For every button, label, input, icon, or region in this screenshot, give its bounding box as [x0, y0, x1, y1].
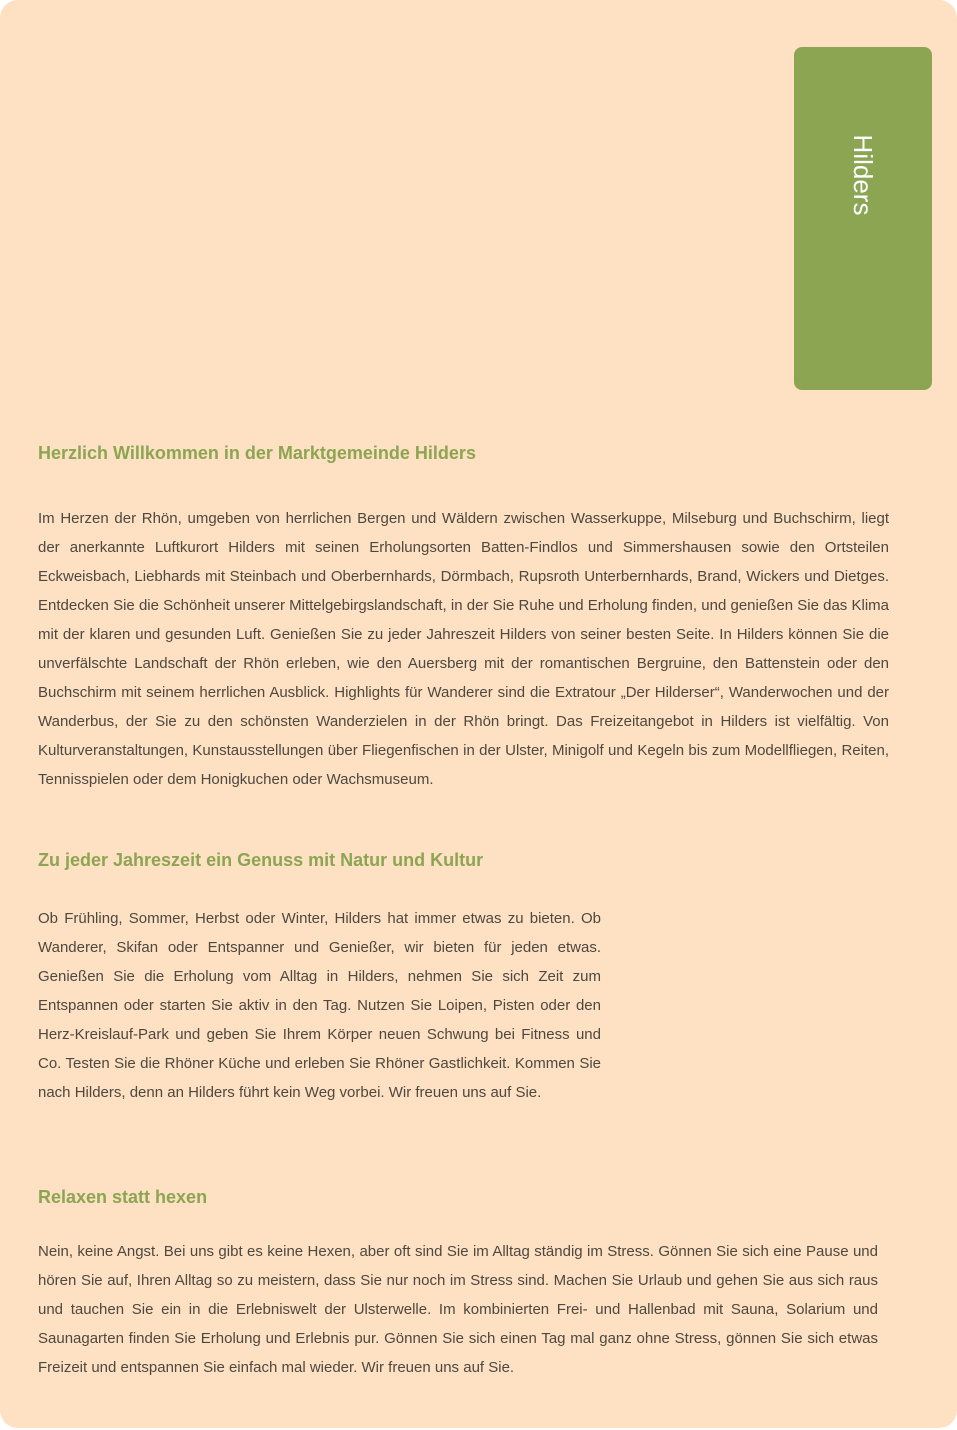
welcome-heading: Herzlich Willkommen in der Marktgemeinde Hilders — [38, 443, 476, 463]
welcome-paragraph: Im Herzen der Rhön, umgeben von herrlichen Bergen und Wäldern zwischen Wasserkuppe, Milseburg und Buchschirm, liegt der anerkannte Luftkurort Hilders mit seinen Erholungsorten Batten-Findlos und Simmershausen sowie den Ortsteilen Eckweisbach, Liebhards mit Steinbach und Oberbernhards, Dörmbach, Rupsroth Unterbernhards, Brand, Wickers und Dietges. Entdecken Sie die Schönheit unserer Mittelgebirgslandschaft, in der Sie Ruhe und Erholung finden, und genießen Sie das Klima mit der klaren und gesunden Luft. Genießen Sie zu jeder Jahreszeit Hilders von seiner besten Seite. In Hilders können Sie die unverfälschte Landschaft der Rhön erleben, wie den Auersberg mit der romantischen Bergruine, den Battenstein oder den Buchschirm mit seinem herrlichen Ausblick. Highlights für Wanderer sind die Extratour „Der Hilderser“, Wanderwochen und der Wanderbus, der Sie zu den schönsten Wanderzielen in der Rhön bringt. Das Freizeitangebot in Hilders ist vielfältig. Von Kulturveranstaltungen, Kunstausstellungen über Fliegenfischen in der Ulster, Minigolf und Kegeln bis zum Modellfliegen, Reiten, Tennisspielen oder dem Honigkuchen oder Wachsmuseum. — [38, 510, 889, 788]
relax-paragraph: Nein, keine Angst. Bei uns gibt es keine Hexen, aber oft sind Sie im Alltag ständig im Stress. Gönnen Sie sich eine Pause und hören Sie auf, Ihren Alltag so zu meistern, dass Sie nur noch im Stress sind. Machen Sie Urlaub und gehen Sie aus sich raus und tauchen Sie ein in die Erlebniswelt der Ulsterwelle. Im kombinierten Frei- und Hallenbad mit Sauna, Solarium und Saunagarten finden Sie Erholung und Erlebnis pur. Gönnen Sie sich einen Tag mal ganz ohne Stress, gönnen Sie sich etwas Freizeit und entspannen Sie einfach mal wieder. Wir freuen uns auf Sie. — [38, 1243, 878, 1376]
relax-heading: Relaxen statt hexen — [38, 1187, 208, 1207]
seasons-paragraph: Ob Frühling, Sommer, Herbst oder Winter, Hilders hat immer etwas zu bieten. Ob Wanderer, Skifan oder Entspanner und Genießer, wir bieten für jeden etwas. Genießen Sie die Erholung vom Alltag in Hilders, nehmen Sie sich Zeit zum Entspannen oder starten Sie aktiv in den Tag. Nutzen Sie Loipen, Pisten oder den Herz-Kreislauf-Park und geben Sie Ihrem Körper neuen Schwung bei Fitness und Co. Testen Sie die Rhöner Küche und erleben Sie Rhöner Gastlichkeit. Kommen Sie nach Hilders, denn an Hilders führt kein Weg vorbei. Wir freuen uns auf Sie. — [38, 910, 601, 1101]
side-tab-label: Hilders — [848, 134, 878, 216]
seasons-heading: Zu jeder Jahreszeit ein Genuss mit Natur und Kultur — [38, 850, 484, 870]
hilders-side-tab[interactable] — [794, 47, 932, 390]
